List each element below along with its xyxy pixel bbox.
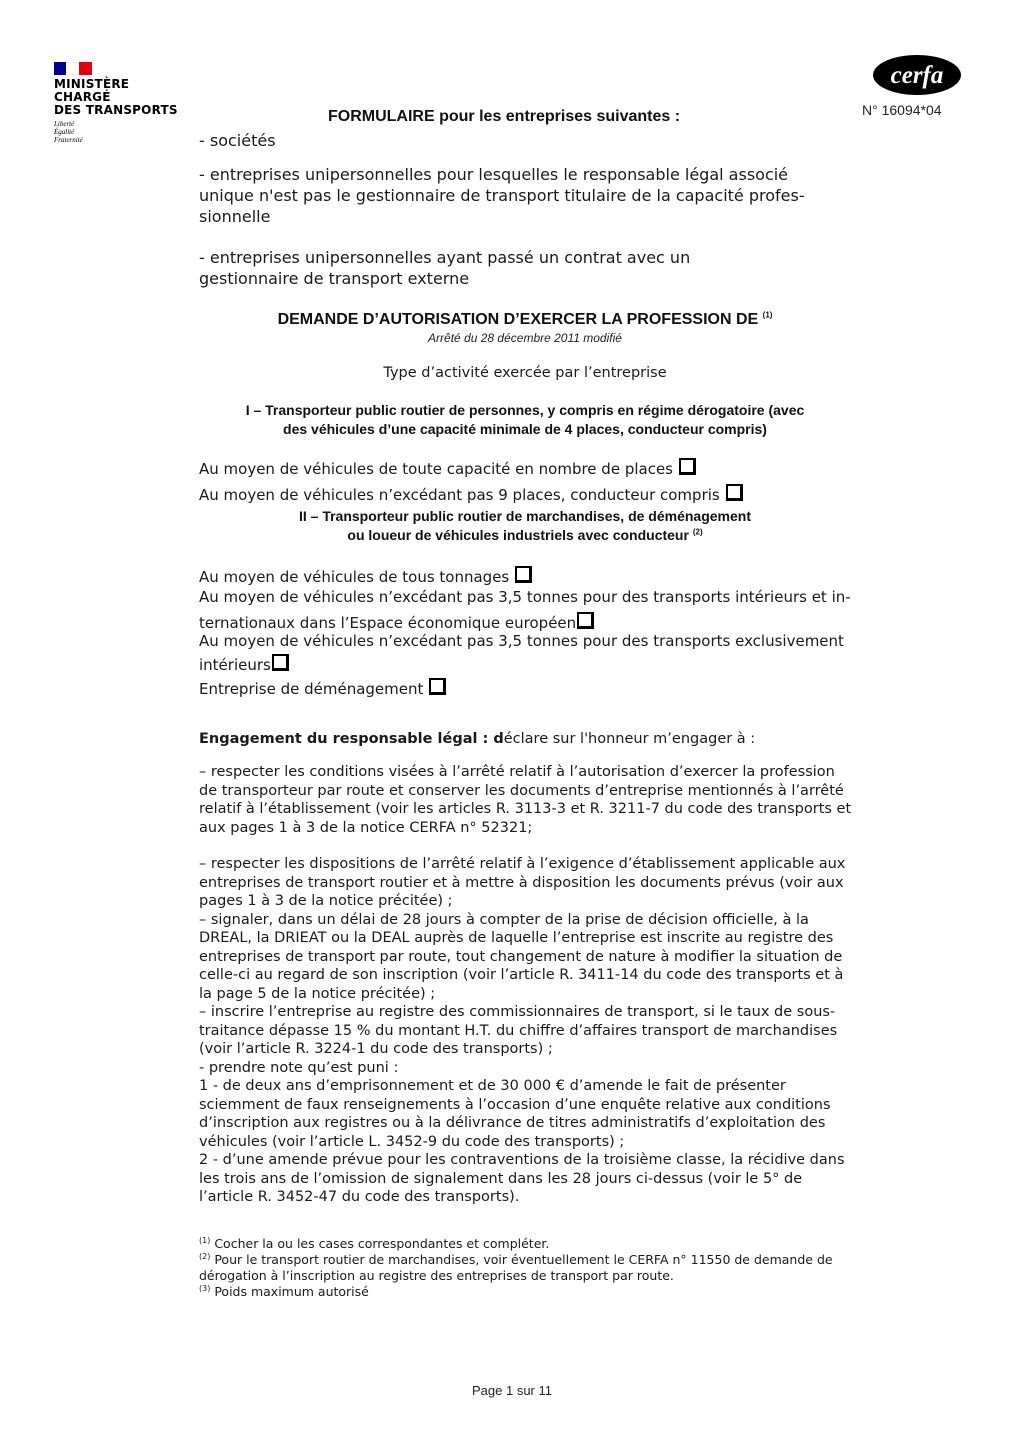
engagement-para-2: – respecter les dispositions de l’arrêté relatif à l’exigence d’établissement applicable aux entreprises de transport routier et à mettre à disposition les documents prévus (voir aux pages 1 à 3 de la notice précitée) ; [199, 856, 846, 909]
logo-line-2: CHARGÉ [54, 90, 111, 104]
checkbox-3-5t-interieurs[interactable] [272, 654, 289, 671]
entreprise-item-2: - entreprises unipersonnelles pour lesquelles le responsable légal associé unique n'est pas le gestionnaire de transport titulaire de la capacité profes-sionnelle [199, 165, 805, 226]
section-1-title-line-2: des véhicules d’une capacité minimale de 4 places, conducteur compris) [283, 421, 767, 437]
engagement-para-1: – respecter les conditions visées à l’arrêté relatif à l’autorisation d’exercer la profession de transporteur par route et conserver les documents d’entreprise mentionnés à l’arrêté relatif à l’établissement (voir les articles R. 3113-3 et R. 3211-7 du code des transports et aux pages 1 à 3 de la notice CERFA n° 52321; [199, 764, 852, 836]
page-number: Page 1 sur 11 [472, 1383, 552, 1398]
section-1-option-2 [199, 484, 743, 506]
checkbox-tous-tonnages[interactable] [515, 566, 532, 583]
devise [54, 120, 194, 144]
checkbox-9-places[interactable] [726, 484, 743, 501]
section-1-option-2-label: Au moyen de véhicules n’excédant pas 9 places, conducteur compris [199, 486, 720, 504]
type-activite-label: Type d’activité exercée par l’entreprise [383, 365, 667, 381]
devise-egalite: Égalité [54, 128, 75, 136]
section-2-option-2 [199, 587, 859, 633]
section-2-option-3-line-2: intérieurs [199, 655, 271, 674]
engagement-body [199, 763, 854, 1207]
section-1-option-1 [199, 458, 696, 480]
engagement-para-5: - prendre note qu’est puni : [199, 1059, 399, 1076]
engagement-para-7: 2 - d’une amende prévue pour les contraventions de la troisième classe, la récidive dans les trois ans de l’omission de signalement dans les 28 jours ci-dessus (voir le 5° de l’article R. 3452-47 du code des transports). [199, 1152, 845, 1205]
section-2-option-4-label: Entreprise de déménagement [199, 680, 424, 698]
section-2-option-3-line-1: Au moyen de véhicules n’excédant pas 3,5 tonnes pour des transports exclusivement [199, 632, 844, 650]
engagement-rest: éclare sur l'honneur m’engager à : [503, 731, 756, 747]
section-2-option-4 [199, 678, 446, 700]
section-1-option-1-label: Au moyen de véhicules de toute capacité en nombre de places [199, 460, 673, 478]
section-2-title-line-1: II – Transporteur public routier de marchandises, de déménagement [298, 508, 751, 524]
footnotes [199, 1236, 859, 1300]
section-1-title-line-1: I – Transporteur public routier de personnes, y compris en régime dérogatoire (avec [245, 402, 805, 418]
footnote-2 [199, 1252, 859, 1284]
section-2-title [160, 507, 890, 545]
footnote-2-text: Pour le transport routier de marchandises, voir éventuellement le CERFA n° 11550 de demande de dérogation à l’inscription au registre des entreprises de transport par route. [199, 1252, 833, 1283]
engagement-para-6: 1 - de deux ans d’emprisonnement et de 30 000 € d’amende le fait de présenter sciemment de faux renseignements à l’occasion d’une enquête relative aux conditions d’inscription aux registres ou à la délivrance de titres administratifs d’exploitation des véhicules (voir l’article L. 3452-9 du code des transports) ; [199, 1078, 831, 1150]
section-2-option-2-line-1: Au moyen de véhicules n’excédant pas 3,5 tonnes pour des transports intérieurs et in- [199, 588, 851, 606]
section-2-option-3 [199, 631, 859, 675]
section-2-title-line-2-wrap [160, 526, 890, 545]
checkbox-demenagement[interactable] [429, 678, 446, 695]
footnote-1-ref: (1) [199, 1235, 211, 1245]
logo-line-1: MINISTÈRE [54, 77, 130, 91]
cerfa-logo-text: cerfa [890, 62, 944, 89]
marianne-flag [54, 62, 92, 75]
checkbox-3-5t-eee[interactable] [577, 612, 594, 629]
section-2-option-2-line-2-wrap [199, 612, 859, 634]
cerfa-logo [872, 54, 962, 96]
section-2-option-1-label: Au moyen de véhicules de tous tonnages [199, 568, 510, 586]
engagement-heading [199, 729, 859, 750]
section-2-title-ref: (2) [692, 527, 703, 537]
footnote-3-text: Poids maximum autorisé [214, 1284, 369, 1299]
demande-title [160, 311, 890, 329]
footnote-2-ref: (2) [199, 1251, 211, 1261]
section-1-title [160, 401, 890, 439]
footnote-3 [199, 1284, 859, 1300]
footnote-1-text: Cocher la ou les cases correspondantes et compléter. [214, 1236, 550, 1251]
arrete-reference: Arrêté du 28 décembre 2011 modifié [428, 331, 622, 345]
section-2-title-line-2: ou loueur de véhicules industriels avec conducteur [347, 527, 689, 543]
form-title: FORMULAIRE pour les entreprises suivantes : [328, 108, 681, 125]
engagement-para-4: – inscrire l’entreprise au registre des commissionnaires de transport, si le taux de sous-traitance dépasse 15 % du montant H.T. du chiffre d’affaires transport de marchandises (voir l’article R. 3224-1 du code des transports) ; [199, 1004, 838, 1057]
footnote-3-ref: (3) [199, 1283, 211, 1293]
section-2-option-3-line-2-wrap [199, 654, 859, 676]
cerfa-number: N° 16094*04 [862, 102, 942, 118]
ministere-logo [54, 62, 194, 144]
section-2-option-1 [199, 566, 532, 588]
devise-liberte: Liberté [54, 120, 75, 128]
checkbox-toute-capacite[interactable] [679, 458, 696, 475]
entreprise-item-1: - sociétés [199, 131, 276, 150]
entreprise-item-3: - entreprises unipersonnelles ayant passé un contrat avec un gestionnaire de transport externe [199, 248, 691, 288]
demande-title-ref: (1) [762, 310, 773, 320]
engagement-label: Engagement du responsable légal : d [199, 731, 504, 747]
footnote-1 [199, 1236, 859, 1252]
demande-title-text: DEMANDE D’AUTORISATION D’EXERCER LA PROFESSION DE [277, 311, 759, 328]
section-2-option-2-line-2: ternationaux dans l’Espace économique européen [199, 613, 577, 632]
engagement-para-3: – signaler, dans un délai de 28 jours à compter de la prise de décision officielle, à la DREAL, la DRIEAT ou la DEAL auprès de laquelle l’entreprise est inscrite au registre des entreprises de transport par route, tout changement de nature à modifier la situation de celle-ci au regard de son inscription (voir l’article R. 3411-14 du code des transports et à la page 5 de la notice précitée) ; [199, 911, 844, 1002]
devise-fraternite: Fraternité [54, 136, 83, 144]
logo-line-3: DES TRANSPORTS [54, 103, 178, 117]
